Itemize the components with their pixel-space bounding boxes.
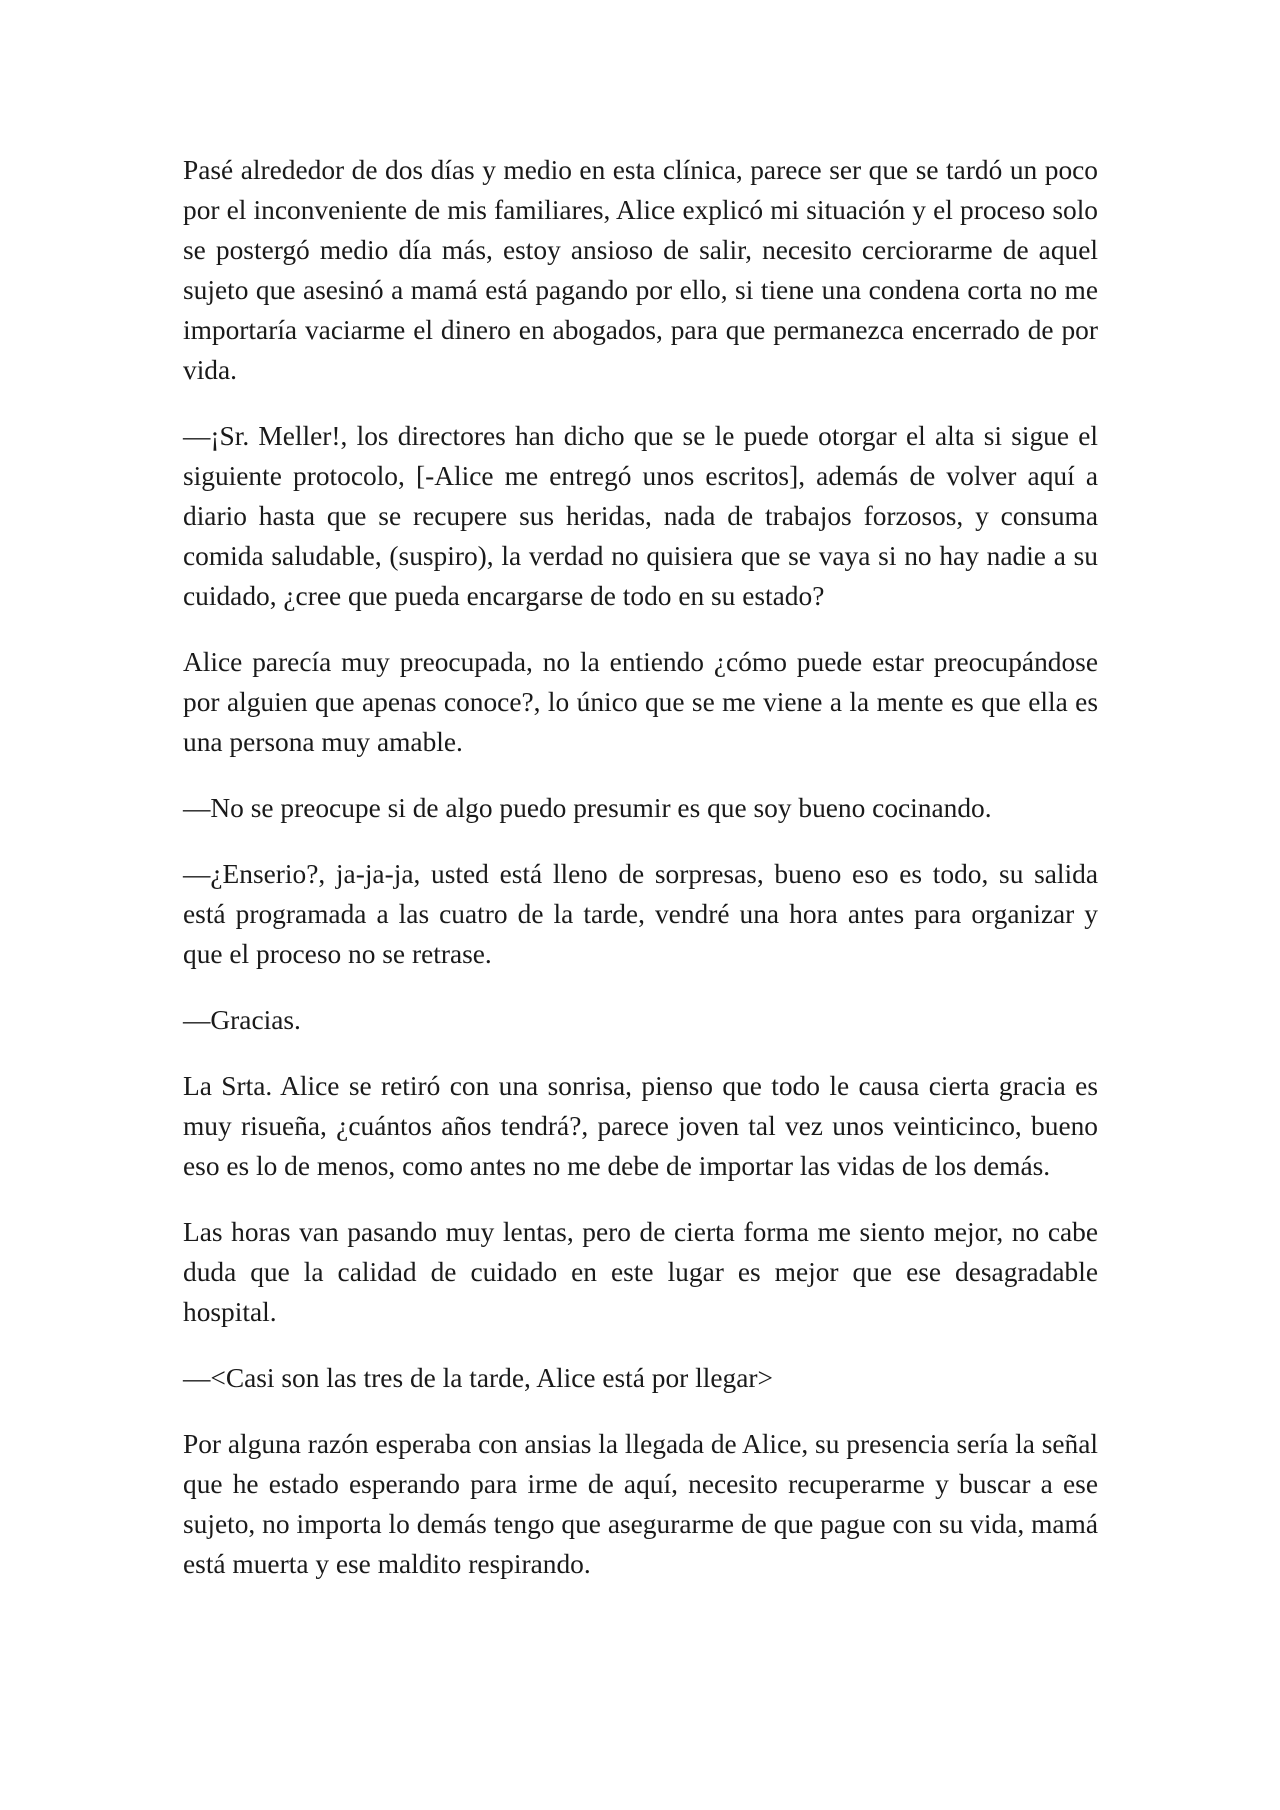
paragraph-5: —¿Enserio?, ja-ja-ja, usted está lleno de sorpresas, bueno eso es todo, su salida está programada a las cuatro de la tarde, vendré una hora antes para organizar y que el proceso no se retrase. — [183, 859, 1098, 969]
document-page — [183, 150, 1098, 1610]
paragraph-7: La Srta. Alice se retiró con una sonrisa, pienso que todo le causa cierta gracia es muy risueña, ¿cuántos años tendrá?, parece joven tal vez unos veinticinco, bueno eso es lo de menos, como antes no me debe de importar las vidas de los demás. — [183, 1071, 1098, 1181]
paragraph-10: Por alguna razón esperaba con ansias la llegada de Alice, su presencia sería la señal que he estado esperando para irme de aquí, necesito recuperarme y buscar a ese sujeto, no importa lo demás tengo que asegurarme de que pague con su vida, mamá está muerta y ese maldito respirando. — [183, 1429, 1098, 1579]
paragraph-9: —<Casi son las tres de la tarde, Alice está por llegar> — [183, 1363, 773, 1393]
paragraph-3: Alice parecía muy preocupada, no la entiendo ¿cómo puede estar preocupándose por alguien que apenas conoce?, lo único que se me viene a la mente es que ella es una persona muy amable. — [183, 647, 1098, 757]
paragraph-1: Pasé alrededor de dos días y medio en esta clínica, parece ser que se tardó un poco por el inconveniente de mis familiares, Alice explicó mi situación y el proceso solo se postergó medio día más, estoy ansioso de salir, necesito cerciorarme de aquel sujeto que asesinó a mamá está pagando por ello, si tiene una condena corta no me importaría vaciarme el dinero en abogados, para que permanezca encerrado de por vida. — [183, 155, 1098, 385]
paragraph-8: Las horas van pasando muy lentas, pero de cierta forma me siento mejor, no cabe duda que la calidad de cuidado en este lugar es mejor que ese desagradable hospital. — [183, 1217, 1098, 1327]
paragraph-6: —Gracias. — [183, 1005, 301, 1035]
paragraph-2: —¡Sr. Meller!, los directores han dicho que se le puede otorgar el alta si sigue el siguiente protocolo, [-Alice me entregó unos escritos], además de volver aquí a diario hasta que se recupere sus heridas, nada de trabajos forzosos, y consuma comida saludable, (suspiro), la verdad no quisiera que se vaya si no hay nadie a su cuidado, ¿cree que pueda encargarse de todo en su estado? — [183, 421, 1098, 611]
paragraph-4: —No se preocupe si de algo puedo presumir es que soy bueno cocinando. — [183, 793, 992, 823]
